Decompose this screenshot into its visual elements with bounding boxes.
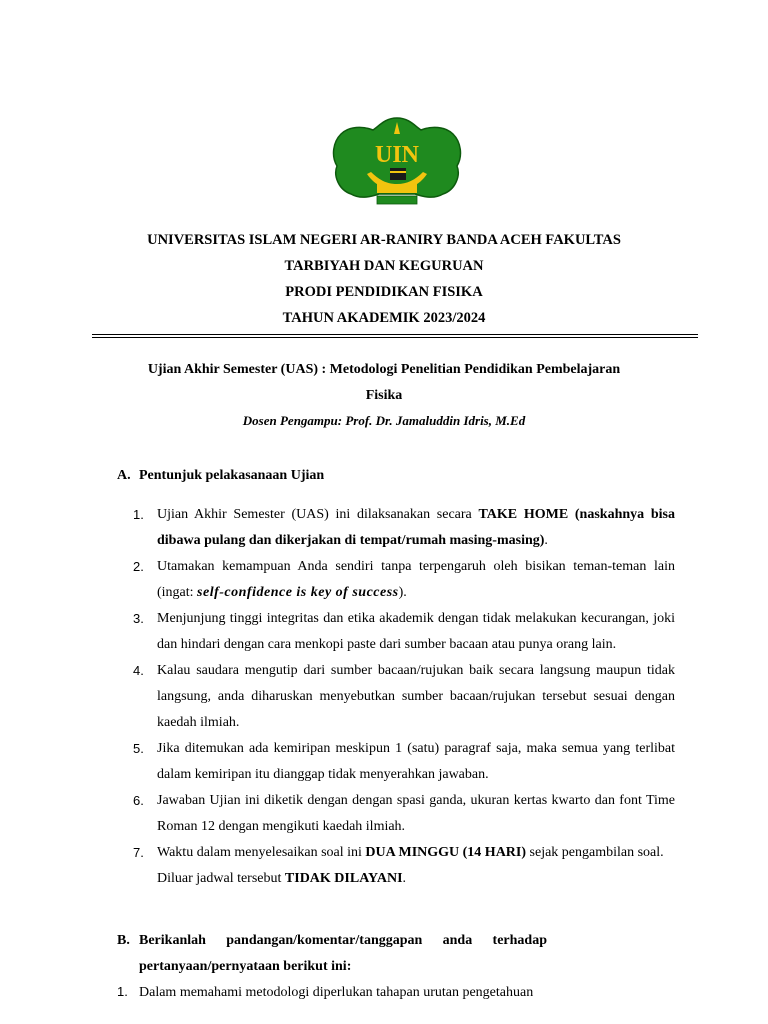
- list-item: [133, 502, 675, 554]
- item-number: 3.: [133, 611, 144, 626]
- list-item: [133, 554, 675, 606]
- item-text: Dalam memahami metodologi diperlukan tahapan urutan pengetahuan: [139, 985, 534, 1000]
- item-text: Kalau saudara mengutip dari sumber bacaan/rujukan baik secara langsung maupun tidak langsung, anda diharuskan menyebutkan sumber bacaan/rujukan tersebut sesuai dengan kaedah ilmiah.: [157, 663, 675, 730]
- item-number: 4.: [133, 663, 144, 678]
- section-b-label: B.: [117, 933, 130, 948]
- item-text: sejak pengambilan soal. Diluar jadwal tersebut: [157, 845, 664, 886]
- header-divider-2: [92, 337, 698, 338]
- item-number: 1.: [117, 984, 128, 999]
- header-line-4: TAHUN AKADEMIK 2023/2024: [282, 310, 486, 326]
- item-number: 5.: [133, 741, 144, 756]
- item-text: Menjunjung tinggi integritas dan etika akademik dengan tidak melakukan kecurangan, joki dan hindari dengan cara menkopi paste dari sumber bacaan atau punya orang lain.: [157, 611, 675, 652]
- item-number: 7.: [133, 845, 144, 860]
- item-number: 2.: [133, 559, 144, 574]
- list-item: [133, 606, 675, 658]
- university-crest-icon: [327, 112, 467, 212]
- list-item: [133, 788, 675, 840]
- header-line-1: UNIVERSITAS ISLAM NEGERI AR-RANIRY BANDA ACEH FAKULTAS: [147, 232, 621, 248]
- lecturer-line: Dosen Pengampu: Prof. Dr. Jamaluddin Idris, M.Ed: [242, 413, 526, 428]
- instruction-list: [133, 502, 675, 892]
- item-text: Jika ditemukan ada kemiripan meskipun 1 (satu) paragraf saja, maka semua yang terlibat dalam kemiripan itu dianggap tidak menyerahkan jawaban.: [157, 741, 675, 782]
- item-text: ).: [398, 585, 407, 600]
- exam-title-line-2: Fisika: [365, 388, 403, 403]
- list-item: [133, 840, 675, 892]
- item-number: 1.: [133, 507, 144, 522]
- item-text: Jawaban Ujian ini diketik dengan dengan spasi ganda, ukuran kertas kwarto dan font Time Roman 12 dengan mengikuti kaedah ilmiah.: [157, 793, 675, 834]
- item-bold-text: TAKE HOME (naskahnya bisa dibawa pulang dan dikerjakan di tempat/rumah masing-masing): [157, 507, 675, 548]
- section-b-title: Berikanlah pandangan/komentar/tanggapan anda terhadap pertanyaan/pernyataan berikut ini:: [139, 933, 547, 974]
- item-bold-italic-text: self-confidence is key of success: [197, 585, 399, 600]
- item-number: 6.: [133, 793, 144, 808]
- item-text: Waktu dalam menyelesaikan soal ini: [157, 845, 366, 860]
- list-item: [133, 736, 675, 788]
- exam-title: Ujian Akhir Semester (UAS) : Metodologi Penelitian Pendidikan Pembelajaran: [147, 362, 621, 377]
- item-text: Utamakan kemampuan Anda sendiri tanpa terpengaruh oleh bisikan teman-teman lain (ingat:: [157, 559, 675, 600]
- header-divider: [92, 334, 698, 335]
- section-a-title: Pentunjuk pelakasanaan Ujian: [139, 468, 325, 483]
- item-text: .: [402, 871, 407, 886]
- item-text: .: [544, 533, 548, 548]
- list-item: [133, 658, 675, 736]
- section-b-heading: [117, 928, 547, 980]
- section-a-label: A.: [117, 468, 131, 483]
- item-text: Ujian Akhir Semester (UAS) ini dilaksanakan secara: [157, 507, 479, 522]
- section-a-heading: [117, 468, 324, 484]
- item-bold-text: DUA MINGGU (14 HARI): [365, 845, 527, 860]
- header-line-2: TARBIYAH DAN KEGURUAN: [284, 258, 484, 274]
- section-b-item-1: [117, 980, 533, 1005]
- item-bold-text: TIDAK DILAYANI: [284, 871, 403, 886]
- logo-text: UIN: [374, 142, 420, 168]
- header-line-3: PRODI PENDIDIKAN FISIKA: [285, 284, 483, 300]
